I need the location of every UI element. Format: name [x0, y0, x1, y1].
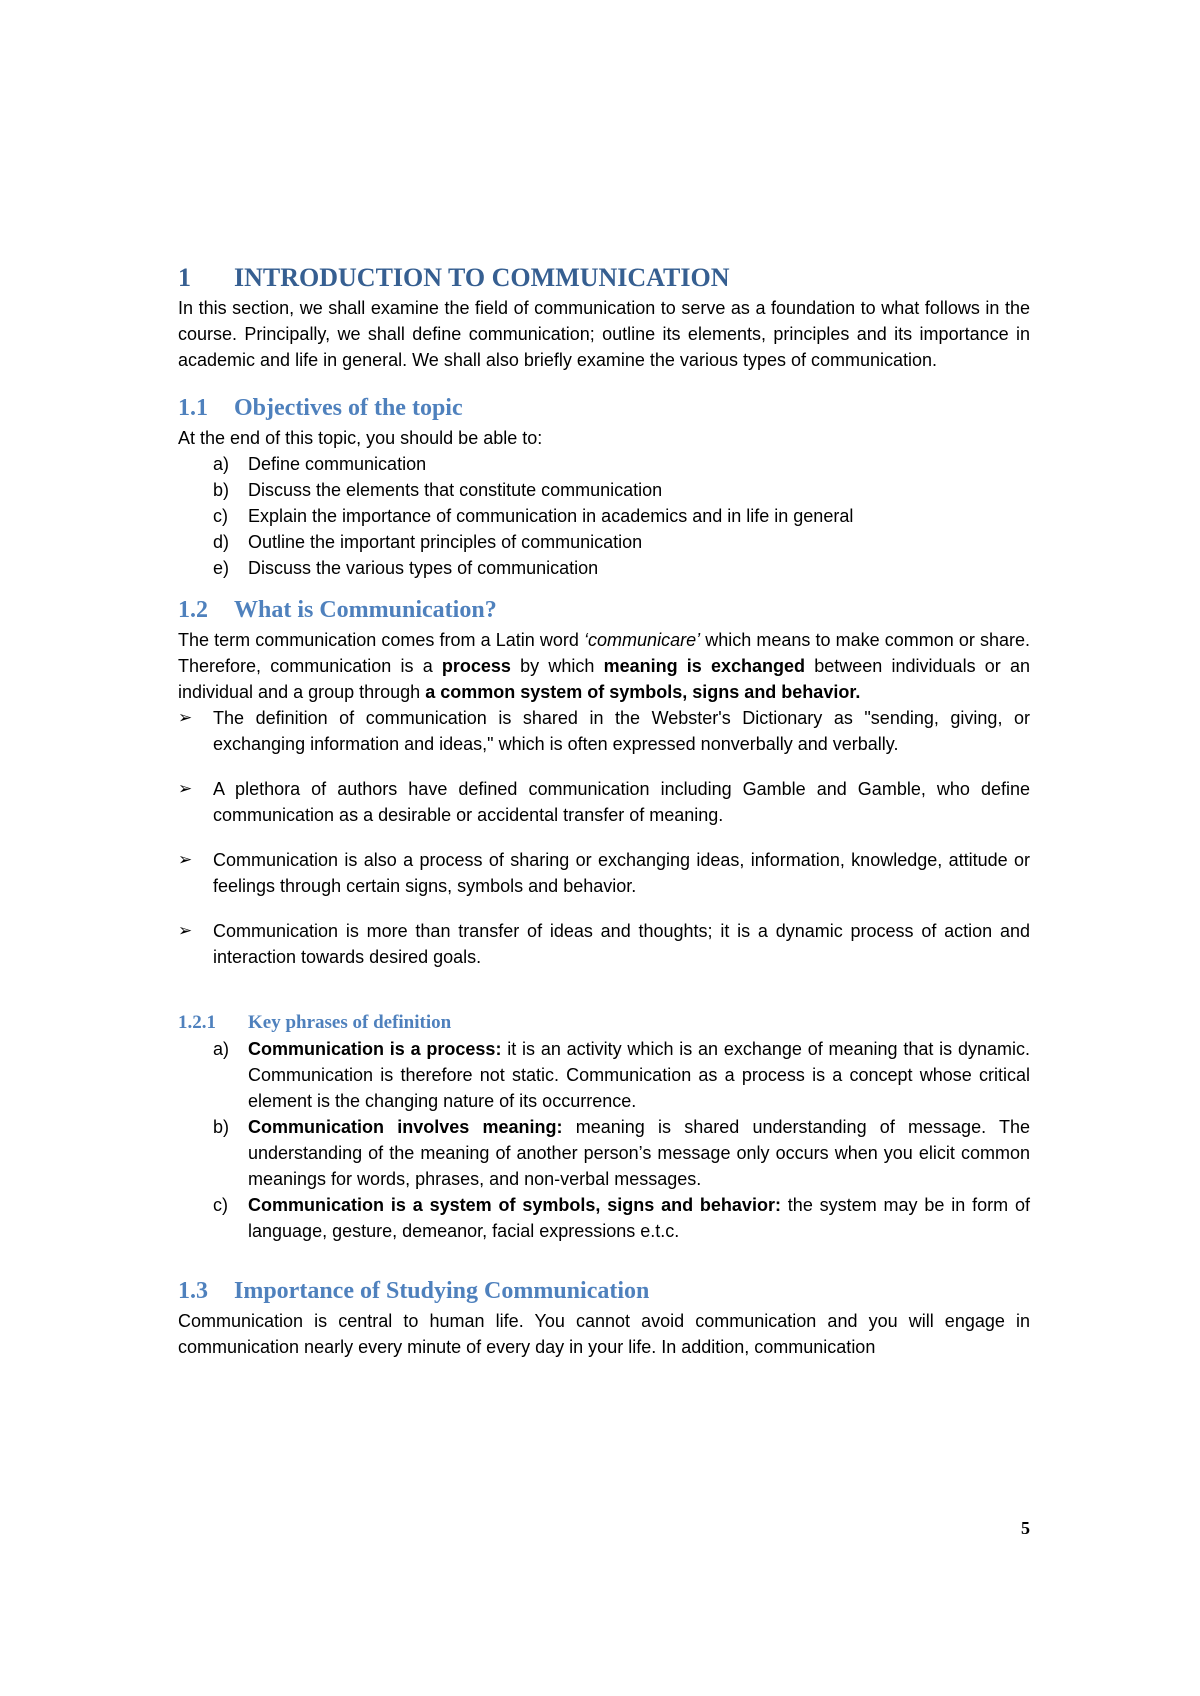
list-item — [178, 451, 1030, 477]
list-item — [178, 529, 1030, 555]
text-run: The term communication comes from a Latin word — [178, 630, 585, 650]
section-title: Objectives of the topic — [234, 395, 463, 421]
list-item — [178, 503, 1030, 529]
arrow-bullet-icon: ➢ — [178, 779, 193, 798]
section-1-2-1-heading — [178, 1010, 1030, 1036]
list-item-text: the system may be in form of language, gesture, demeanor, facial expressions e.t.c. — [248, 1195, 1031, 1241]
text-run: which means to make common or share. Therefore, communication is a — [178, 630, 1030, 676]
section-number: 1.1 — [178, 395, 208, 421]
section-title: INTRODUCTION TO COMMUNICATION — [234, 263, 730, 292]
list-item — [178, 776, 1030, 828]
list-item-term: Communication is a process: — [248, 1039, 502, 1059]
section-title: Key phrases of definition — [248, 1012, 452, 1033]
objectives-list — [178, 451, 1030, 581]
list-item-text: Discuss the various types of communication — [248, 558, 599, 578]
list-item — [178, 1192, 1030, 1244]
list-item-term: Communication involves meaning: — [248, 1117, 563, 1137]
list-marker: d) — [213, 532, 230, 552]
list-marker: c) — [213, 506, 228, 526]
section-1-1-heading — [178, 393, 1030, 423]
definition-bullets — [178, 705, 1030, 970]
bold-term: process — [441, 656, 511, 676]
bold-term: meaning is exchanged — [603, 656, 806, 676]
bold-term: a — [425, 682, 436, 702]
objectives-lead: At the end of this topic, you should be able to: — [178, 428, 543, 448]
list-item-text: Discuss the elements that constitute communication — [248, 480, 663, 500]
list-item — [178, 1036, 1030, 1114]
text-run: by which — [510, 656, 604, 676]
list-marker: a) — [213, 454, 230, 474]
arrow-bullet-icon: ➢ — [178, 708, 193, 727]
definition-paragraph — [178, 627, 1030, 705]
list-item-term: Communication is a system of symbols, signs and behavior: — [248, 1195, 781, 1215]
section-1-3-heading — [178, 1276, 1030, 1306]
section-1-2-heading — [178, 595, 1030, 625]
list-item — [178, 555, 1030, 581]
list-item-text: it is an activity which is an exchange of meaning that is dynamic. Communication is therefore not static. Communication as a process is a concept whose critical element is the changing nature of its occurrence. — [248, 1039, 1030, 1111]
list-item-text: Communication is more than transfer of ideas and thoughts; it is a dynamic process of action and interaction towards desired goals. — [213, 921, 1030, 967]
latin-term: ‘communicare’ — [584, 630, 701, 650]
list-item — [178, 705, 1030, 757]
section-number: 1.2.1 — [178, 1012, 216, 1033]
section-number: 1.2 — [178, 597, 208, 623]
list-item-text: meaning is shared understanding of message. The understanding of the meaning of another person’s message only occurs when you elicit common meanings for words, phrases, and non-verbal messages. — [248, 1117, 1031, 1189]
list-marker: b) — [213, 480, 230, 500]
section-number: 1 — [178, 263, 191, 292]
bold-term: common system of symbols, signs and behavior. — [440, 682, 861, 702]
list-marker: e) — [213, 558, 230, 578]
section-1-intro: In this section, we shall examine the field of communication to serve as a foundation to what follows in the course. Principally, we shall define communication; outline its elements, principles and its importance in academic and life in general. We shall also briefly examine the various types of communication. — [178, 298, 1030, 370]
page-number: 5 — [1021, 1518, 1030, 1538]
arrow-bullet-icon: ➢ — [178, 850, 193, 869]
text-run: between individuals or an individual and a group through — [178, 656, 1030, 702]
list-item-text: Outline the important principles of communication — [248, 532, 643, 552]
list-marker: c) — [213, 1195, 228, 1215]
section-title: What is Communication? — [234, 597, 497, 623]
page-content — [178, 263, 1030, 1360]
list-marker: a) — [213, 1039, 230, 1059]
key-phrases-list — [178, 1036, 1030, 1244]
section-1-heading — [178, 263, 1030, 293]
list-item — [178, 918, 1030, 970]
list-item-text: Define communication — [248, 454, 427, 474]
list-item — [178, 847, 1030, 899]
list-item-text: A plethora of authors have defined communication including Gamble and Gamble, who define communication as a desirable or accidental transfer of meaning. — [213, 779, 1030, 825]
list-item — [178, 1114, 1030, 1192]
list-marker: b) — [213, 1117, 230, 1137]
list-item-text: Communication is also a process of sharing or exchanging ideas, information, knowledge, attitude or feelings through certain signs, symbols and behavior. — [213, 850, 1030, 896]
list-item-text: Explain the importance of communication in academics and in life in general — [248, 506, 854, 526]
list-item — [178, 477, 1030, 503]
importance-paragraph: Communication is central to human life. You cannot avoid communication and you will engage in communication nearly every minute of every day in your life. In addition, communication — [178, 1311, 1030, 1357]
section-title: Importance of Studying Communication — [234, 1278, 650, 1304]
arrow-bullet-icon: ➢ — [178, 921, 193, 940]
section-number: 1.3 — [178, 1278, 208, 1304]
list-item-text: The definition of communication is shared in the Webster's Dictionary as "sending, giving, or exchanging information and ideas," which is often expressed nonverbally and verbally. — [213, 708, 1030, 754]
